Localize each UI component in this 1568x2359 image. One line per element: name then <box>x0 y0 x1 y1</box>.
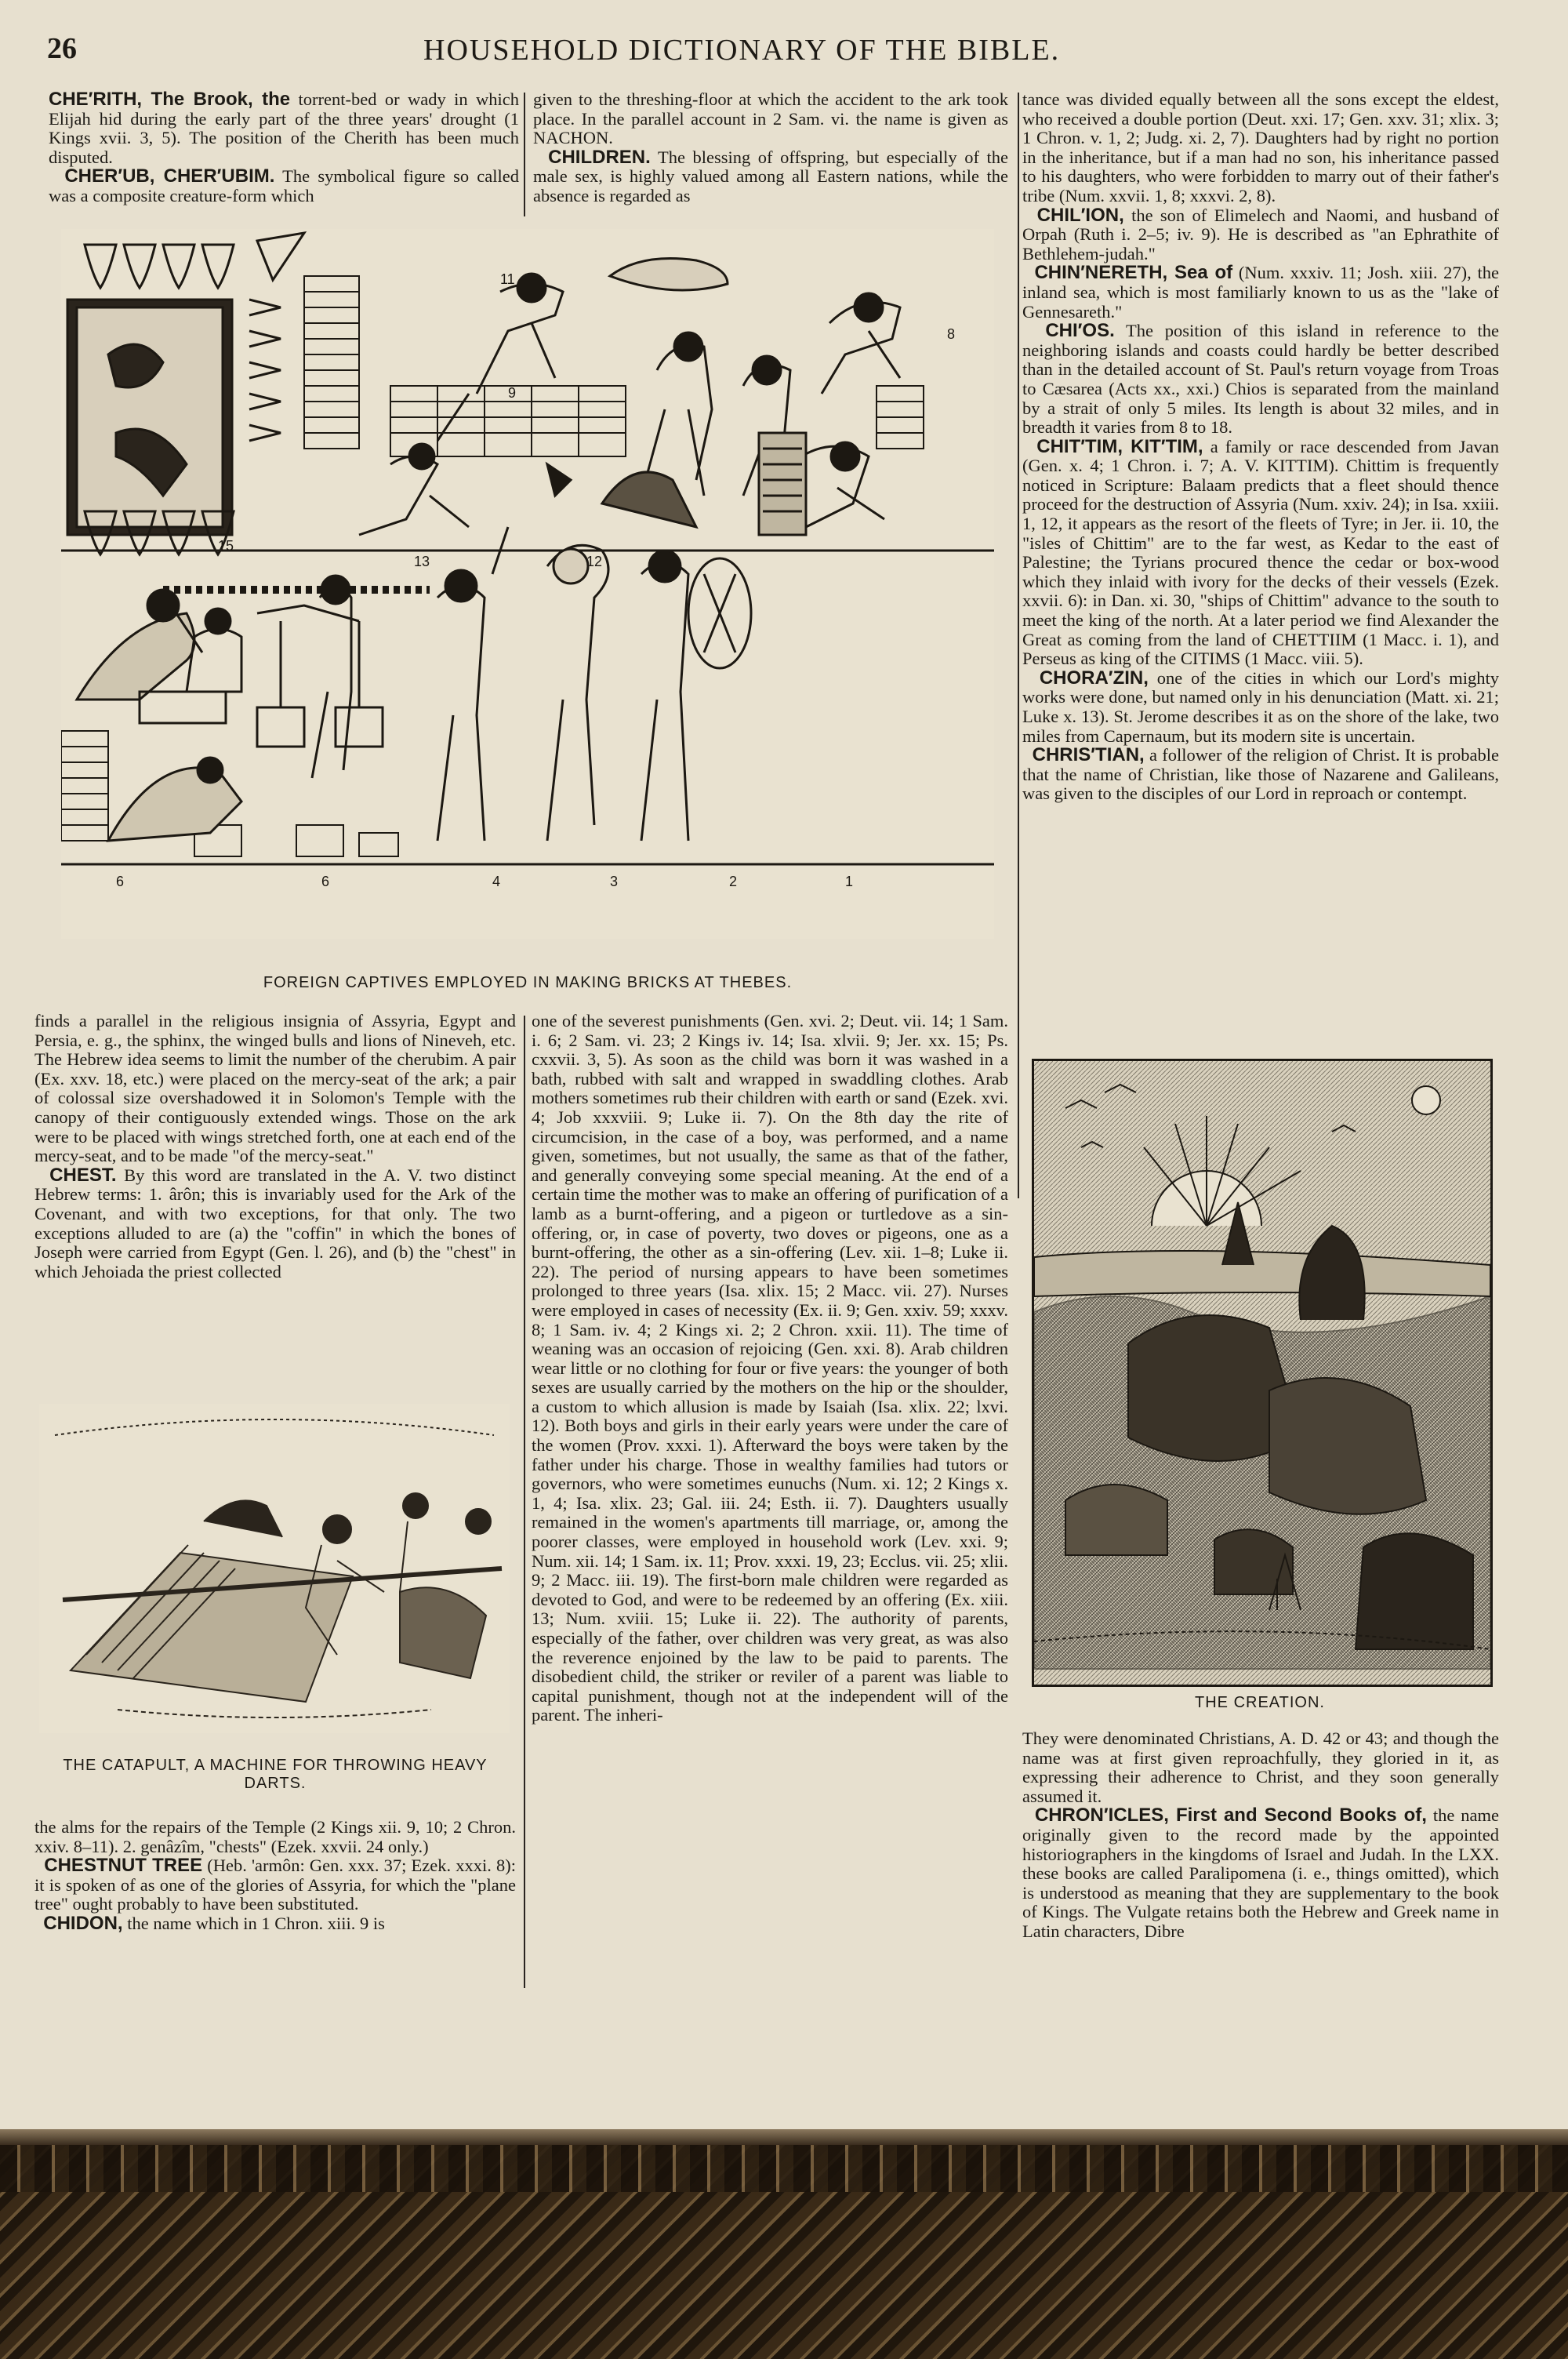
fig-num-9: 9 <box>508 385 517 401</box>
page-edge-shadow <box>0 2129 1568 2145</box>
entry-chest-cont: the alms for the repairs of the Temple (2 Kings xii. 9, 10; 2 Chron. xxiv. 8–11). 2. genâzîm, "chests" (Ezek. xxvii. 24 only.) <box>34 1818 516 1856</box>
headword-chilion: CHIL′ION, <box>1036 204 1124 226</box>
entry-cherub-text: The symbolical figure so called was a composite creature-form which <box>49 166 519 205</box>
column-1-bottom <box>34 1012 516 1404</box>
headword-cherub: CHER′UB, CHER′UBIM. <box>64 165 275 187</box>
headword-christian: CHRIS′TIAN, <box>1032 744 1145 766</box>
column-1-top <box>49 90 519 224</box>
entry-children-text: The blessing of offspring, but especially of the male sex, is highly valued among all Eastern nations, while the absence is regarded as <box>533 147 1008 205</box>
entry-cherith-text: torrent-bed or wady in which Elijah hid during the early part of the three years' drought (1 Kings xvii. 3, 5). The position of the Cherith has been much disputed. <box>49 90 519 167</box>
entry-chorazin-text: one of the cities in which our Lord's mighty works were done, but named only in his denunciation (Matt. xi. 21; Luke x. 13). St. Jerome describes it as on the shore of the lake, two miles from Capernaum, but its modern site is uncertain. <box>1022 667 1499 746</box>
headword-chittim: CHIT′TIM, KIT′TIM, <box>1036 435 1203 457</box>
headword-cherith: CHE′RITH, The Brook, the <box>49 90 291 110</box>
column-3-bottom <box>1022 1729 1499 1992</box>
entry-chestnut-text: (Heb. 'armôn: Gen. xxx. 37; Ezek. xxxi. 8): it is spoken of as one of the glories of Assyria, for which the "plane tree" ought probably to have been substituted. <box>34 1856 516 1914</box>
entry-christian-cont: They were denominated Christians, A. D. 42 or 43; and though the name was at first given reproachfully, they gloried in it, as expressing their adherence to Christ, and they soon generally assumed it. <box>1022 1729 1499 1806</box>
headword-chronicles: CHRON′ICLES, First and Second Books of, <box>1034 1805 1427 1826</box>
page-number: 26 <box>47 32 77 65</box>
entry-chest-text: By this word are translated in the A. V. two distinct Hebrew terms: 1. ârôn; this is invariably used for the Ark of the Covenant, and with two exceptions, for that only. The two exceptions alluded to are (a) the "coffin" in which the bones of Joseph were carried from Egypt (Gen. l. 26), and (b) the "chest" in which Jehoiada the priest collected <box>34 1165 516 1281</box>
running-title: HOUSEHOLD DICTIONARY OF THE BIBLE. <box>423 34 1061 67</box>
bricks-engraving <box>61 229 994 939</box>
fig-num-6a: 6 <box>116 874 125 889</box>
entry-chronicles-text: the name originally given to the record made by the appointed historiographers in the kingdoms of Israel and Judah. In the LXX. these books are called Paralipomena (i. e., things omitted), which is understood as meaning that they are supplementary to the book of Kings. The Vulgate retains both the Hebrew and Greek name in Latin characters, Dibre <box>1022 1805 1499 1941</box>
bricks-caption: FOREIGN CAPTIVES EMPLOYED IN MAKING BRICKS AT THEBES. <box>263 974 793 991</box>
fig-num-13: 13 <box>414 554 430 569</box>
creation-caption: THE CREATION. <box>1195 1694 1325 1711</box>
column-rule-top <box>524 93 525 216</box>
entry-children-end: tance was divided equally between all the sons except the eldest, who received a double portion (Deut. xxi. 17; Gen. xxv. 31; xlix. 3; 1 Chron. v. 1, 2; Judg. xi. 2, 7). Daughters had by right no portion in the inheritance, but if a man had no son, his inheritance passed to his daughters, who were forbidden to marry out of their father's tribe (Num. xxvii. 1, 8; xxxvi. 2, 8). <box>1022 90 1499 205</box>
column-2-bottom <box>532 1012 1008 1992</box>
column-rule-bottom <box>524 1016 525 1988</box>
bricks-illustration <box>61 229 994 939</box>
entry-chidon-cont: given to the threshing-floor at which the accident to the ark took place. In the parallel account in 2 Sam. vi. the name is given as NACHON. <box>533 90 1008 148</box>
entry-chios-text: The position of this island in reference to the neighboring islands and coasts could hardly be better described than in the detailed account of St. Paul's return voyage from Troas to Cæsarea (Acts xx., xxi.) Chios is separated from the mainland by a strait of only 5 miles. Its length is about 32 miles, and in breadth it varies from 8 to 18. <box>1022 321 1499 438</box>
catapult-engraving <box>39 1404 510 1733</box>
catapult-caption: THE CATAPULT, A MACHINE FOR THROWING HEAVY DARTS. <box>63 1757 488 1792</box>
entry-chidon-text: the name which in 1 Chron. xiii. 9 is <box>127 1913 385 1933</box>
headword-chidon: CHIDON, <box>43 1912 123 1934</box>
fig-num-6b: 6 <box>321 874 330 889</box>
fig-num-15: 15 <box>218 538 234 554</box>
fig-num-2: 2 <box>729 874 738 889</box>
creation-illustration <box>1032 1059 1493 1687</box>
column-3-top <box>1022 90 1499 1043</box>
headword-chios: CHI′OS. <box>1045 320 1115 342</box>
fig-num-8: 8 <box>947 326 956 342</box>
catapult-illustration <box>39 1404 510 1733</box>
entry-children-cont: one of the severest punishments (Gen. xvi. 2; Deut. vii. 14; 1 Sam. i. 6; 2 Sam. vi. 23; 2 Kings iv. 14; Isa. xlvii. 9; Jer. xx. 15; Ps. cxxvii. 3, 5). As soon as the child was born it was washed in a bath, rubbed with salt and wrapped in swaddling clothes. Arab mothers sometimes rub their children with earth or sand (Ezek. xvi. 4; Job xxxviii. 9; Luke ii. 7). On the 8th day the rite of circumcision, in the case of a boy, was performed, and a name given, sometimes, but not usually, the same as that of the father, and generally conveying some special meaning. At the end of a certain time the mother was to make an offering of purification of a lamb as a burnt-offering, and a pigeon or turtledove as a sin-offering, or, in case of poverty, two doves or pigeons, one as a burnt-offering, the other as a sin-offering (Lev. xii. 1–8; Luke ii. 22). The period of nursing appears to have been sometimes prolonged to three years (Isa. xlix. 15; 2 Macc. vii. 27). Nurses were employed in cases of necessity (Ex. ii. 9; Gen. xxiv. 59; xxxv. 8; 1 Sam. iv. 4; 2 Kings xi. 2; 2 Chron. xxii. 11). The time of weaning was an occasion of rejoicing (Gen. xxi. 8). Arab children wear little or no clothing for four or five years: the younger of both sexes are usually carried by the mothers on the hip or the shoulder, a custom to which allusion is made by Isaiah (Isa. xlix. 22; lxvi. 12). Both boys and girls in their early years were under the care of the women (Prov. xxxi. 1). Afterward the boys were taken by the father under his charge. Those in wealthy families had tutors or governors, who were sometimes eunuchs (Num. xi. 12; 2 Kings x. 1, 4; Isa. xlix. 23; Gal. iii. 24; Esth. ii. 7). Daughters usually remained in the women's apartments till marriage, or, among the poorer classes, were employed in household work (Lev. xxi. 9; Num. xii. 14; 1 Sam. ix. 11; Prov. xxxi. 19, 23; Ecclus. vii. 25; xlii. 9; 2 Macc. iii. 19). The first-born male children were regarded as devoted to God, and were to be redeemed by an offering (Ex. xiii. 13; Num. xviii. 15; Luke ii. 22). The authority of parents, especially of the father, over children was very great, as was also the reverence enjoined by the law to be paid to parents. The disobedient child, the striker or reviler of a parent was liable to capital punishment, though not at the independent will of the parent. The inheri- <box>532 1012 1008 1725</box>
fig-num-11: 11 <box>500 271 515 287</box>
fig-num-12: 12 <box>586 554 603 569</box>
binding-pattern-band <box>0 2145 1568 2192</box>
entry-chilion-text: the son of Elimelech and Naomi, and husband of Orpah (Ruth i. 2–5; iv. 9). He is described as "an Ephrathite of Bethlehem-judah." <box>1022 205 1499 264</box>
fig-num-4: 4 <box>492 874 501 889</box>
headword-chorazin: CHORA′ZIN, <box>1039 667 1149 689</box>
entry-christian-text: a follower of the religion of Christ. It is probable that the name of Christian, like those of Nazarene and Galileans, was given to the disciples of our Lord in reproach or contempt. <box>1022 745 1499 804</box>
entry-cherub-cont: finds a parallel in the religious insignia of Assyria, Egypt and Persia, e. g., the sphinx, the winged bulls and lions of Nineveh, etc. The Hebrew idea seems to limit the number of the cherubim. A pair (Ex. xxv. 18, etc.) were placed on the mercy-seat of the ark; a pair of colossal size overshadowed it in Solomon's Temple with the canopy of their contiguously extended wings. Those on the ark were to be placed with wings stretched forth, one at each end of the mercy-seat, and to be made "of the mercy-seat." <box>34 1012 516 1166</box>
entry-chinnereth-text: (Num. xxxiv. 11; Josh. xiii. 27), the inland sea, which is most familiarly known to us as the "lake of Gennesareth." <box>1022 263 1499 322</box>
column-2-top <box>533 90 1008 224</box>
creation-engraving <box>1034 1061 1490 1685</box>
column-rule-right-top <box>1018 93 1019 1198</box>
headword-chestnut: CHESTNUT TREE <box>44 1855 203 1877</box>
entry-chittim-text: a family or race descended from Javan (Gen. x. 4; 1 Chron. i. 7; A. V. KITTIM). Chittim is frequently noticed in Scripture: Balaam predicts that a fleet should thence proceed for the destruction of Assyria (Num. xxiv. 24); in Isa. xxiii. 1, 12, it appears as the resort of the fleets of Tyre; in Jer. ii. 10, the "isles of Chittim" are to the far west, as Kedar to the east of Palestine; the Tyrians procured thence the cedar or box-wood which they inlaid with ivory for the decks of their vessels (Ezek. xxvii. 6): in Dan. xi. 30, "ships of Chittim" advance to the south to meet the king of the north. At a later period we find Alexander the Great as coming from the land of CHETTIIM (1 Macc. i. 1), and Perseus as king of the CITIMS (1 Macc. viii. 5). <box>1022 436 1499 669</box>
fig-num-3: 3 <box>610 874 619 889</box>
headword-chinnereth: CHIN′NERETH, Sea of <box>1034 262 1233 284</box>
headword-chest: CHEST. <box>49 1164 117 1186</box>
column-1-end <box>34 1818 516 1990</box>
headword-children: CHILDREN. <box>548 146 651 168</box>
fig-num-1: 1 <box>845 874 854 889</box>
